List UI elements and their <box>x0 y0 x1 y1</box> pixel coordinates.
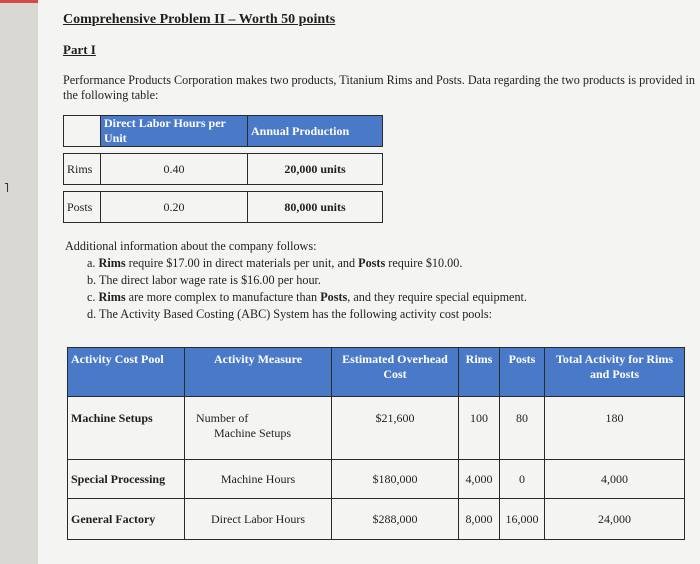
activity-table-header <box>68 348 685 397</box>
production-value: 80,000 units <box>248 192 383 223</box>
activity-cost-table <box>67 347 685 540</box>
page-title: Comprehensive Problem II – Worth 50 points <box>63 12 336 27</box>
product-name: Posts <box>64 192 101 223</box>
table-row <box>68 499 685 540</box>
pool-name: Special Processing <box>68 460 185 499</box>
table-row <box>64 192 383 223</box>
list-item: d. The Activity Based Costing (ABC) System has the following activity cost pools: <box>87 307 492 321</box>
measure: Machine Hours <box>185 460 332 499</box>
labor-hours-value: 0.40 <box>101 154 248 185</box>
additional-info <box>65 238 527 323</box>
overhead-value: $288,000 <box>332 499 459 540</box>
list-item: b. The direct labor wage rate is $16.00 per hour. <box>87 273 321 287</box>
overhead-value: $180,000 <box>332 460 459 499</box>
pool-name: Machine Setups <box>68 397 185 460</box>
total-value: 180 <box>545 397 685 460</box>
products-table-header <box>64 116 383 147</box>
posts-value: 80 <box>500 397 545 460</box>
header-posts: Posts <box>500 348 545 397</box>
table-row <box>68 397 685 460</box>
production-value: 20,000 units <box>248 154 383 185</box>
margin-mark: ˥ <box>4 180 9 195</box>
header-pool: Activity Cost Pool <box>68 348 185 397</box>
products-header-empty <box>64 116 101 147</box>
header-measure: Activity Measure <box>185 348 332 397</box>
rims-value: 4,000 <box>459 460 500 499</box>
posts-value: 16,000 <box>500 499 545 540</box>
rims-value: 8,000 <box>459 499 500 540</box>
header-overhead: Estimated Overhead Cost <box>332 348 459 397</box>
list-item: a. Rims require $17.00 in direct materials per unit, and Posts require $10.00. <box>87 256 463 270</box>
table-row <box>64 154 383 185</box>
additional-heading: Additional information about the company follows: <box>65 239 317 253</box>
measure: Direct Labor Hours <box>185 499 332 540</box>
total-value: 4,000 <box>545 460 685 499</box>
posts-value: 0 <box>500 460 545 499</box>
total-value: 24,000 <box>545 499 685 540</box>
header-rims: Rims <box>459 348 500 397</box>
header-annual-production: Annual Production <box>248 116 383 147</box>
document-page <box>38 0 700 564</box>
intro-paragraph: Performance Products Corporation makes two products, Titanium Rims and Posts. Data regarding the two products is provided in the following table: <box>63 73 695 102</box>
pool-name: General Factory <box>68 499 185 540</box>
part-heading: Part I <box>63 42 96 57</box>
overhead-value: $21,600 <box>332 397 459 460</box>
products-table <box>63 115 383 223</box>
labor-hours-value: 0.20 <box>101 192 248 223</box>
header-labor-hours: Direct Labor Hours per Unit <box>101 116 248 147</box>
list-item: c. Rims are more complex to manufacture than Posts, and they require special equipment. <box>87 290 527 304</box>
header-total: Total Activity for Rims and Posts <box>545 348 685 397</box>
table-row <box>68 460 685 499</box>
product-name: Rims <box>64 154 101 185</box>
rims-value: 100 <box>459 397 500 460</box>
measure: Number of Machine Setups <box>185 397 332 460</box>
